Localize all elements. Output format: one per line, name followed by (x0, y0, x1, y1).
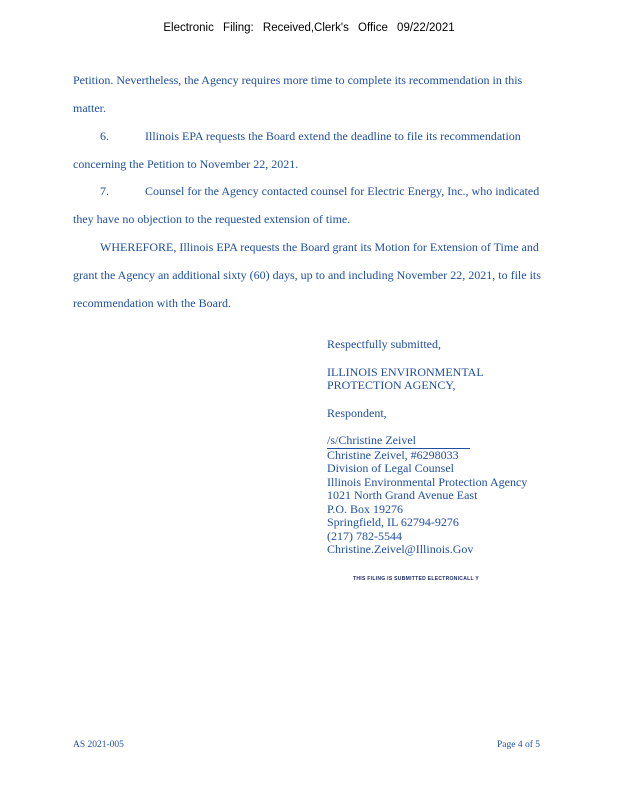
page-number: Page 4 of 5 (497, 740, 541, 750)
attorney-name: Christine Zeivel, #6298033 (327, 447, 459, 462)
item-6-line-1: Illinois EPA requests the Board extend the deadline to file its recommendation (145, 129, 521, 143)
intro-line-1: Petition. Nevertheless, the Agency requires more time to complete its recommendation in this (73, 73, 523, 87)
org-line-1: ILLINOIS ENVIRONMENTAL (327, 364, 484, 379)
case-number: AS 2021-005 (73, 740, 124, 750)
closing: Respectfully submitted, (327, 337, 441, 351)
wherefore-paragraph (73, 233, 573, 317)
org-line-2: PROTECTION AGENCY, (327, 378, 456, 392)
intro-line-2: matter. (73, 101, 106, 115)
wherefore-line-1: WHEREFORE, Illinois EPA requests the Board grant its Motion for Extension of Time and (100, 240, 539, 254)
po-box: P.O. Box 19276 (327, 501, 404, 516)
intro-paragraph (73, 66, 573, 122)
item-7-line-1: Counsel for the Agency contacted counsel for Electric Energy, Inc., who indicated (145, 184, 540, 198)
respondent-role: Respondent, (327, 405, 387, 420)
wherefore-line-2: grant the Agency an additional sixty (60) days, up to and including November 22, 2021, to file its (73, 268, 541, 282)
item-7-line-2: they have no objection to the requested extension of time. (73, 212, 351, 226)
signature-line: /s/Christine Zeivel (327, 434, 470, 449)
item-6-line-2: concerning the Petition to November 22, 2021. (73, 157, 299, 171)
wherefore-line-3: recommendation with the Board. (73, 296, 231, 310)
email: Christine.Zeivel@Illinois.Gov (327, 542, 474, 556)
item-7 (73, 177, 573, 233)
filing-header: Electronic Filing: Received,Clerk's Office 09/22/2021 (163, 22, 455, 34)
electronic-filing-stamp: THIS FILING IS SUBMITTED ELECTRONICALL Y (353, 576, 479, 582)
agency: Illinois Environmental Protection Agency (327, 474, 528, 489)
signature-block (327, 338, 527, 557)
item-6-number: 6. (100, 129, 109, 143)
item-7-number: 7. (100, 184, 109, 198)
street-address: 1021 North Grand Avenue East (327, 488, 478, 502)
item-6 (73, 122, 573, 178)
city-state-zip: Springfield, IL 62794-9276 (327, 515, 459, 529)
phone: (217) 782-5544 (327, 528, 402, 543)
division: Division of Legal Counsel (327, 461, 454, 475)
